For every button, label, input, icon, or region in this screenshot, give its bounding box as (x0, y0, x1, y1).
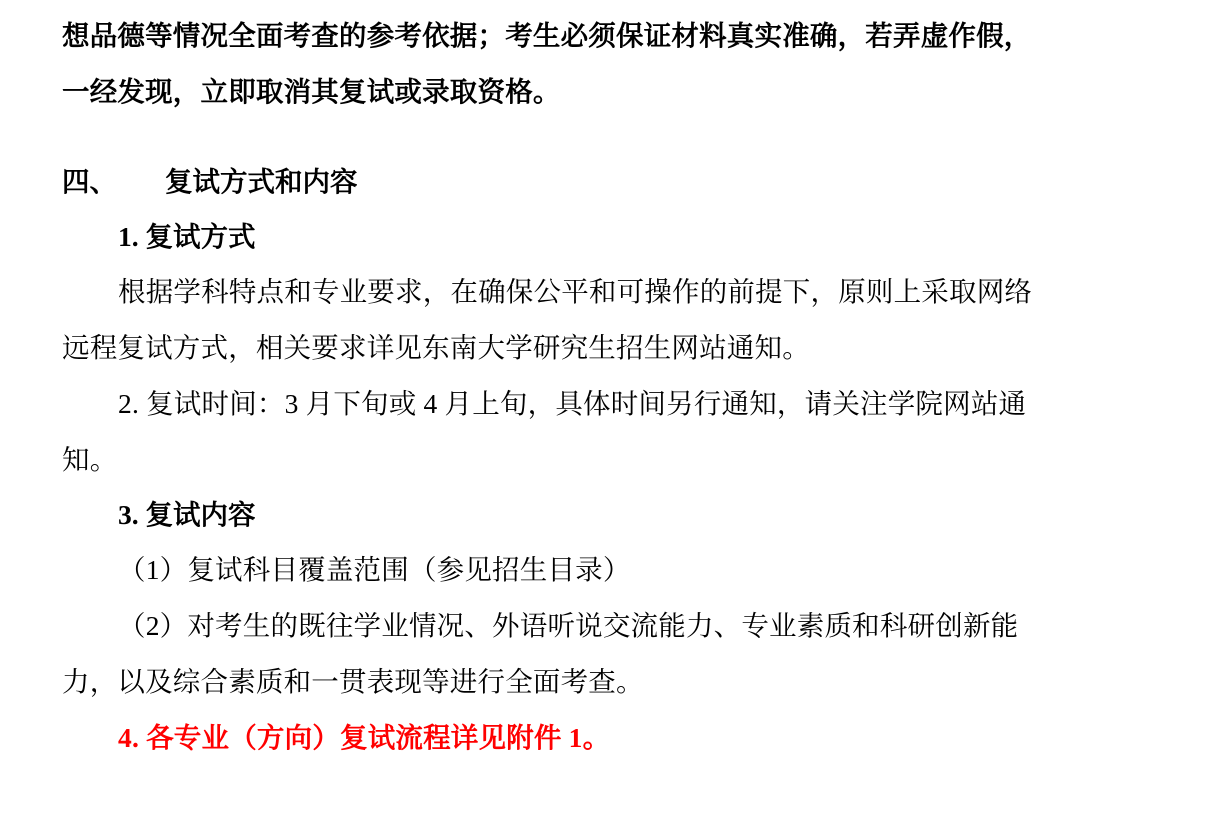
paragraph-line: 一经发现，立即取消其复试或录取资格。 (62, 76, 561, 107)
paragraph-item-4-highlight: 4. 各专业（方向）复试流程详见附件 1。 (118, 722, 611, 753)
section-heading-four (62, 154, 1150, 210)
paragraph-item-3-sub-2 (62, 598, 1150, 710)
subsection-heading-3: 3. 复试内容 (118, 499, 256, 530)
paragraph-line: （2）对考生的既往学业情况、外语听说交流能力、专业素质和科研创新能 (118, 610, 1019, 641)
paragraph-line: 想品德等情况全面考查的参考依据；考生必须保证材料真实准确，若弄虚作假， (62, 20, 1032, 51)
paragraph-line: 根据学科特点和专业要求，在确保公平和可操作的前提下，原则上采取网络 (118, 276, 1033, 307)
subsection-heading-1: 1. 复试方式 (118, 221, 256, 252)
paragraph-line: 远程复试方式，相关要求详见东南大学研究生招生网站通知。 (62, 332, 810, 363)
section-heading-text: 复试方式和内容 (165, 166, 358, 197)
paragraph-line: 力，以及综合素质和一贯表现等进行全面考查。 (62, 666, 644, 697)
paragraph-item-2 (62, 376, 1150, 488)
paragraph-line: 2. 复试时间：3 月下旬或 4 月上旬，具体时间另行通知，请关注学院网站通 (118, 388, 1027, 419)
paragraph-item-1-body (62, 264, 1150, 376)
paragraph-line: 知。 (62, 444, 118, 475)
section-number: 四、 (62, 166, 117, 197)
paragraph-item-3-sub-1: （1）复试科目覆盖范围（参见招生目录） (118, 554, 631, 585)
paragraph-continued (62, 8, 1150, 120)
paragraph-spacer (62, 120, 1150, 154)
